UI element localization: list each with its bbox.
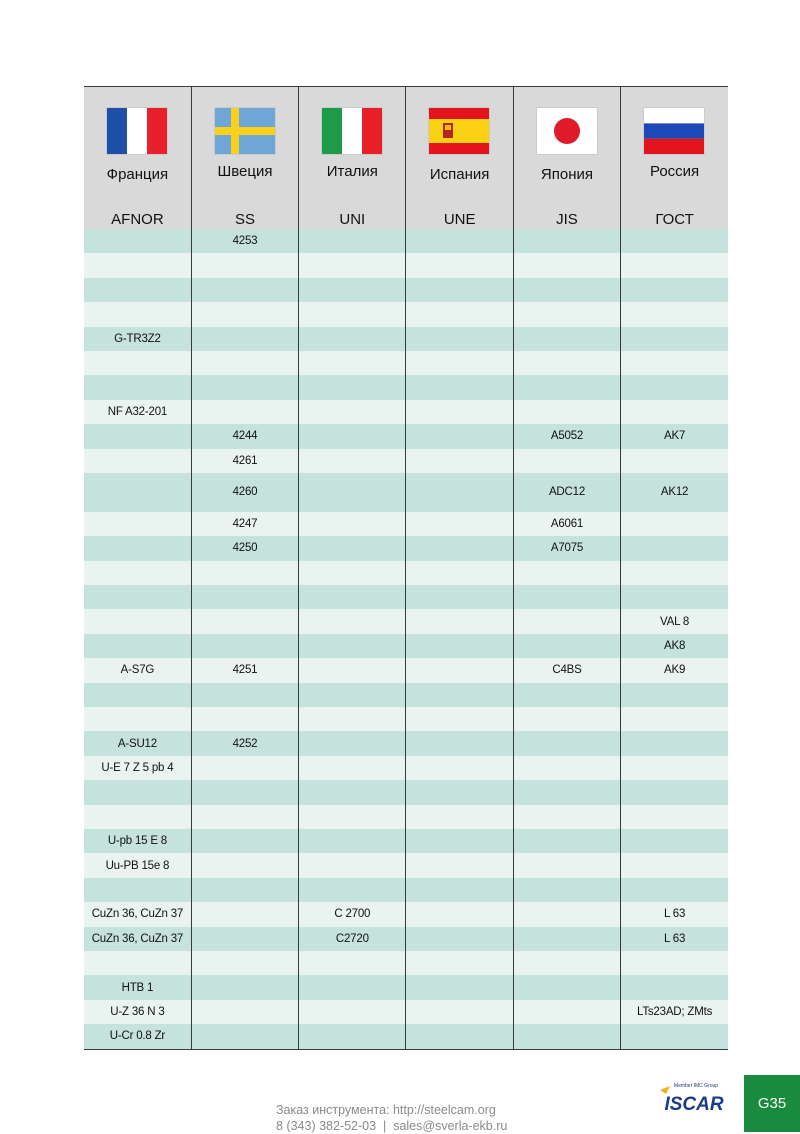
table-cell bbox=[299, 585, 406, 609]
table-row bbox=[84, 951, 728, 975]
table-cell: AK9 bbox=[621, 658, 728, 682]
table-cell: LTs23AD; ZMts bbox=[621, 1000, 728, 1024]
table-row bbox=[84, 424, 728, 448]
table-cell bbox=[513, 375, 620, 399]
table-cell bbox=[621, 683, 728, 707]
table-cell bbox=[84, 253, 191, 277]
table-cell bbox=[513, 229, 620, 253]
table-cell: L 63 bbox=[621, 902, 728, 926]
table-row bbox=[84, 278, 728, 302]
table-row bbox=[84, 400, 728, 424]
table-cell bbox=[191, 853, 298, 877]
table-cell bbox=[406, 327, 513, 351]
table-cell bbox=[191, 805, 298, 829]
table-row bbox=[84, 1000, 728, 1024]
table-row bbox=[84, 902, 728, 926]
table-cell bbox=[513, 829, 620, 853]
table-cell bbox=[621, 756, 728, 780]
column-header-japan bbox=[513, 87, 620, 230]
table-cell: NF A32-201 bbox=[84, 400, 191, 424]
table-cell bbox=[299, 278, 406, 302]
table-cell bbox=[191, 927, 298, 951]
table-row bbox=[84, 756, 728, 780]
table-cell bbox=[191, 561, 298, 585]
table-cell bbox=[191, 400, 298, 424]
table-row bbox=[84, 609, 728, 633]
table-row bbox=[84, 634, 728, 658]
table-cell bbox=[621, 351, 728, 375]
table-cell bbox=[191, 951, 298, 975]
table-cell: L 63 bbox=[621, 927, 728, 951]
table-cell bbox=[406, 278, 513, 302]
standard-label: AFNOR bbox=[111, 211, 164, 228]
table-cell bbox=[513, 302, 620, 326]
column-header-italy bbox=[299, 87, 406, 230]
table-row bbox=[84, 927, 728, 951]
table-cell bbox=[406, 1000, 513, 1024]
table-cell bbox=[513, 805, 620, 829]
table-row bbox=[84, 853, 728, 877]
table-cell bbox=[621, 707, 728, 731]
table-row bbox=[84, 683, 728, 707]
logo-caption: Member IMC Group bbox=[673, 1083, 719, 1089]
footer-order-line: Заказ инструмента: http://steelcam.org bbox=[276, 1103, 496, 1117]
table-cell bbox=[406, 302, 513, 326]
table-cell bbox=[406, 609, 513, 633]
table-cell bbox=[299, 658, 406, 682]
table-cell bbox=[513, 253, 620, 277]
table-cell bbox=[513, 683, 620, 707]
table-cell bbox=[621, 561, 728, 585]
table-cell bbox=[191, 585, 298, 609]
table-row bbox=[84, 561, 728, 585]
table-cell: 4247 bbox=[191, 512, 298, 536]
table-cell bbox=[513, 1000, 620, 1024]
table-cell bbox=[621, 229, 728, 253]
table-cell bbox=[406, 512, 513, 536]
table-cell: U-Z 36 N 3 bbox=[84, 1000, 191, 1024]
table-cell: A-S7G bbox=[84, 658, 191, 682]
table-cell bbox=[513, 707, 620, 731]
table-body bbox=[84, 229, 728, 1049]
column-header-russia bbox=[621, 87, 728, 230]
table-cell bbox=[191, 1024, 298, 1049]
table-cell: 4253 bbox=[191, 229, 298, 253]
table-cell bbox=[513, 1024, 620, 1049]
table-cell bbox=[406, 780, 513, 804]
table-cell bbox=[621, 512, 728, 536]
table-cell bbox=[513, 609, 620, 633]
table-cell bbox=[299, 253, 406, 277]
table-cell bbox=[621, 731, 728, 755]
table-cell bbox=[84, 561, 191, 585]
russia-flag-icon bbox=[644, 108, 704, 154]
table-cell bbox=[191, 278, 298, 302]
table-cell bbox=[406, 449, 513, 473]
table-cell: U-Cr 0.8 Zr bbox=[84, 1024, 191, 1049]
page-number: G35 bbox=[757, 1095, 787, 1112]
logo-text: ISCAR bbox=[664, 1094, 724, 1114]
table-cell: AK12 bbox=[621, 473, 728, 512]
table-cell bbox=[191, 351, 298, 375]
table-cell bbox=[406, 756, 513, 780]
table-cell bbox=[406, 585, 513, 609]
table-cell: 4252 bbox=[191, 731, 298, 755]
table-cell: CuZn 36, CuZn 37 bbox=[84, 927, 191, 951]
table-cell bbox=[406, 951, 513, 975]
table-cell bbox=[513, 585, 620, 609]
table-cell bbox=[406, 536, 513, 560]
table-cell bbox=[406, 561, 513, 585]
table-cell bbox=[84, 634, 191, 658]
table-cell bbox=[406, 424, 513, 448]
table-cell bbox=[406, 683, 513, 707]
table-cell bbox=[513, 878, 620, 902]
table-cell bbox=[513, 351, 620, 375]
table-cell: C 2700 bbox=[299, 902, 406, 926]
table-cell bbox=[406, 731, 513, 755]
table-cell bbox=[406, 975, 513, 999]
table-cell bbox=[406, 473, 513, 512]
table-cell: A7075 bbox=[513, 536, 620, 560]
country-label: Испания bbox=[429, 166, 490, 183]
table-cell bbox=[513, 951, 620, 975]
table-cell bbox=[191, 975, 298, 999]
france-flag-icon bbox=[107, 108, 167, 154]
table-row bbox=[84, 1024, 728, 1049]
table-cell bbox=[406, 634, 513, 658]
footer-contact bbox=[276, 1102, 507, 1134]
table-cell bbox=[191, 780, 298, 804]
table-cell bbox=[406, 878, 513, 902]
standard-label: ГОСТ bbox=[655, 211, 694, 228]
table-cell bbox=[621, 302, 728, 326]
table-cell bbox=[299, 609, 406, 633]
table-cell bbox=[191, 253, 298, 277]
table-cell bbox=[84, 585, 191, 609]
table-cell bbox=[513, 902, 620, 926]
table-cell bbox=[84, 375, 191, 399]
table-cell bbox=[299, 683, 406, 707]
table-cell bbox=[299, 1024, 406, 1049]
table-cell bbox=[621, 805, 728, 829]
table-cell bbox=[621, 253, 728, 277]
sweden-flag-icon bbox=[215, 108, 275, 154]
table-cell bbox=[299, 951, 406, 975]
table-row bbox=[84, 805, 728, 829]
table-row bbox=[84, 658, 728, 682]
table-cell bbox=[299, 561, 406, 585]
table-cell bbox=[406, 853, 513, 877]
table-cell bbox=[621, 878, 728, 902]
table-cell bbox=[406, 902, 513, 926]
table-cell bbox=[621, 327, 728, 351]
table-cell bbox=[513, 853, 620, 877]
table-cell bbox=[621, 853, 728, 877]
table-cell bbox=[513, 449, 620, 473]
table-row bbox=[84, 731, 728, 755]
table-cell: HTB 1 bbox=[84, 975, 191, 999]
table-cell bbox=[513, 756, 620, 780]
header-row bbox=[84, 87, 728, 230]
table-cell: VAL 8 bbox=[621, 609, 728, 633]
table-cell bbox=[299, 302, 406, 326]
table-row bbox=[84, 829, 728, 853]
table-cell bbox=[406, 805, 513, 829]
table-cell bbox=[513, 278, 620, 302]
steel-grades-table-wrapper bbox=[84, 86, 728, 1050]
table-cell bbox=[299, 975, 406, 999]
country-label: Россия bbox=[649, 163, 700, 180]
spain-flag-icon bbox=[429, 108, 489, 154]
table-cell bbox=[621, 829, 728, 853]
country-label: Франция bbox=[106, 166, 169, 183]
table-cell: 4250 bbox=[191, 536, 298, 560]
table-cell: A6061 bbox=[513, 512, 620, 536]
table-cell: U-E 7 Z 5 pb 4 bbox=[84, 756, 191, 780]
table-row bbox=[84, 512, 728, 536]
table-row bbox=[84, 351, 728, 375]
table-cell bbox=[513, 327, 620, 351]
table-cell bbox=[299, 229, 406, 253]
table-cell bbox=[406, 375, 513, 399]
table-cell bbox=[84, 683, 191, 707]
table-cell: AK7 bbox=[621, 424, 728, 448]
table-cell bbox=[621, 400, 728, 424]
table-cell bbox=[299, 375, 406, 399]
table-cell bbox=[84, 536, 191, 560]
steel-grades-table bbox=[84, 86, 728, 1050]
table-cell: CuZn 36, CuZn 37 bbox=[84, 902, 191, 926]
table-cell bbox=[299, 473, 406, 512]
table-cell bbox=[191, 327, 298, 351]
table-cell bbox=[299, 536, 406, 560]
table-cell bbox=[299, 634, 406, 658]
table-cell bbox=[621, 449, 728, 473]
table-cell bbox=[191, 707, 298, 731]
table-cell bbox=[513, 975, 620, 999]
table-row bbox=[84, 449, 728, 473]
table-cell bbox=[299, 829, 406, 853]
standard-label: JIS bbox=[556, 211, 578, 228]
table-row bbox=[84, 780, 728, 804]
table-cell bbox=[621, 375, 728, 399]
table-cell bbox=[621, 536, 728, 560]
table-cell bbox=[84, 780, 191, 804]
table-cell bbox=[191, 609, 298, 633]
table-cell: A5052 bbox=[513, 424, 620, 448]
table-cell bbox=[191, 683, 298, 707]
table-cell bbox=[513, 400, 620, 424]
table-row bbox=[84, 302, 728, 326]
standard-label: UNI bbox=[339, 211, 366, 228]
iscar-logo bbox=[656, 1080, 728, 1114]
table-row bbox=[84, 229, 728, 253]
country-label: Япония bbox=[540, 166, 594, 183]
table-cell bbox=[513, 927, 620, 951]
table-cell bbox=[513, 780, 620, 804]
column-header-france bbox=[84, 87, 191, 230]
table-cell bbox=[299, 512, 406, 536]
table-cell bbox=[191, 634, 298, 658]
table-cell bbox=[299, 400, 406, 424]
table-cell bbox=[406, 707, 513, 731]
table-row bbox=[84, 878, 728, 902]
table-cell bbox=[299, 351, 406, 375]
table-cell bbox=[406, 1024, 513, 1049]
table-cell bbox=[406, 400, 513, 424]
table-row bbox=[84, 375, 728, 399]
table-cell bbox=[191, 302, 298, 326]
table-row bbox=[84, 707, 728, 731]
table-cell: U-pb 15 E 8 bbox=[84, 829, 191, 853]
table-row bbox=[84, 473, 728, 512]
standard-label: SS bbox=[234, 211, 255, 228]
table-cell bbox=[513, 731, 620, 755]
table-row bbox=[84, 536, 728, 560]
table-cell bbox=[299, 731, 406, 755]
table-cell bbox=[406, 927, 513, 951]
table-cell: AK8 bbox=[621, 634, 728, 658]
table-cell bbox=[621, 951, 728, 975]
standard-label: UNE bbox=[443, 211, 476, 228]
table-cell bbox=[84, 707, 191, 731]
table-cell bbox=[621, 1024, 728, 1049]
table-cell bbox=[299, 707, 406, 731]
table-cell: ADC12 bbox=[513, 473, 620, 512]
table-cell bbox=[84, 449, 191, 473]
table-cell bbox=[406, 829, 513, 853]
table-cell: 4251 bbox=[191, 658, 298, 682]
footer-contact-line: 8 (343) 382-52-03 | sales@sverla-ekb.ru bbox=[276, 1119, 508, 1133]
table-cell bbox=[84, 609, 191, 633]
table-cell bbox=[299, 327, 406, 351]
table-cell bbox=[513, 561, 620, 585]
table-cell bbox=[621, 585, 728, 609]
table-cell bbox=[406, 351, 513, 375]
table-cell: C4BS bbox=[513, 658, 620, 682]
table-cell bbox=[299, 1000, 406, 1024]
table-cell: 4260 bbox=[191, 473, 298, 512]
table-cell bbox=[84, 473, 191, 512]
table-cell bbox=[84, 805, 191, 829]
table-cell bbox=[191, 1000, 298, 1024]
table-cell bbox=[84, 351, 191, 375]
table-cell bbox=[406, 229, 513, 253]
table-cell bbox=[84, 512, 191, 536]
country-label: Италия bbox=[326, 163, 378, 180]
table-cell bbox=[299, 853, 406, 877]
table-cell bbox=[299, 780, 406, 804]
column-header-sweden bbox=[191, 87, 298, 230]
table-cell: Uu-PB 15e 8 bbox=[84, 853, 191, 877]
table-cell bbox=[513, 634, 620, 658]
table-row bbox=[84, 253, 728, 277]
table-cell bbox=[299, 756, 406, 780]
table-row bbox=[84, 585, 728, 609]
table-cell bbox=[84, 424, 191, 448]
table-cell bbox=[299, 424, 406, 448]
table-cell bbox=[84, 278, 191, 302]
japan-flag-icon bbox=[537, 108, 597, 154]
table-row bbox=[84, 975, 728, 999]
column-header-spain bbox=[406, 87, 513, 230]
page-number-tab bbox=[744, 1075, 800, 1132]
table-cell bbox=[84, 878, 191, 902]
table-cell: C2720 bbox=[299, 927, 406, 951]
table-cell bbox=[84, 951, 191, 975]
table-cell bbox=[621, 975, 728, 999]
table-cell bbox=[406, 658, 513, 682]
table-cell bbox=[191, 375, 298, 399]
table-cell bbox=[84, 302, 191, 326]
table-cell bbox=[299, 805, 406, 829]
table-cell bbox=[191, 902, 298, 926]
table-cell bbox=[621, 780, 728, 804]
table-row bbox=[84, 327, 728, 351]
italy-flag-icon bbox=[322, 108, 382, 154]
table-cell bbox=[191, 829, 298, 853]
table-cell bbox=[621, 278, 728, 302]
table-cell bbox=[299, 449, 406, 473]
table-cell bbox=[84, 229, 191, 253]
country-label: Швеция bbox=[217, 163, 273, 180]
table-cell bbox=[191, 878, 298, 902]
table-cell bbox=[406, 253, 513, 277]
table-cell: G-TR3Z2 bbox=[84, 327, 191, 351]
table-cell bbox=[191, 756, 298, 780]
table-cell: A-SU12 bbox=[84, 731, 191, 755]
table-cell: 4244 bbox=[191, 424, 298, 448]
table-cell bbox=[299, 878, 406, 902]
table-cell: 4261 bbox=[191, 449, 298, 473]
